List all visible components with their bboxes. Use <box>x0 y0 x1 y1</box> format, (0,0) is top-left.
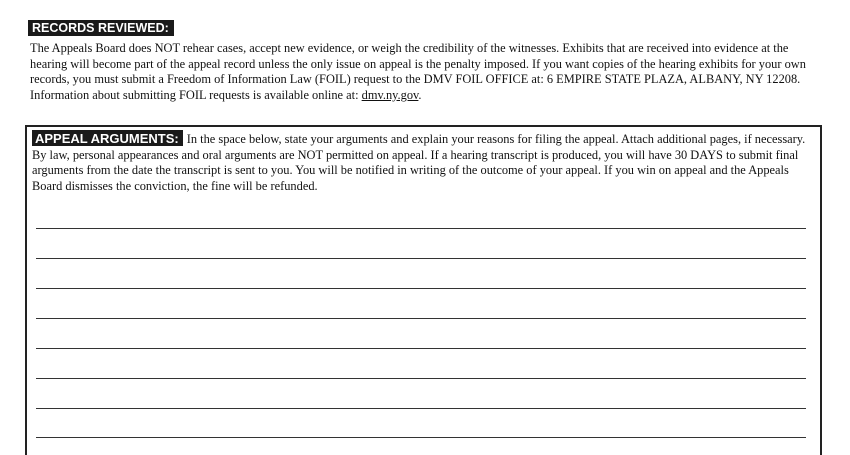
argument-line-7[interactable] <box>36 408 806 409</box>
appeal-arguments-text <box>32 130 820 194</box>
appeal-arguments-label: APPEAL ARGUMENTS: <box>32 130 183 146</box>
appeal-arguments-body: In the space below, state your arguments and explain your reasons for filing the appeal. Attach additional pages, if necessary. By law, personal appearances and oral arguments are NOT permitted on appeal. If a hearing transcript is produced, you will have 30 DAYS to submit final arguments from the date the transcript is sent to you. You will be notified in writing of the outcome of your appeal. If you win on appeal and the Appeals Board dismisses the conviction, the fine will be refunded. <box>32 132 806 193</box>
argument-line-8[interactable] <box>36 437 806 438</box>
records-reviewed-text <box>30 41 820 103</box>
argument-line-2[interactable] <box>36 258 806 259</box>
records-reviewed-tail: . <box>418 87 422 102</box>
argument-line-5[interactable] <box>36 348 806 349</box>
records-reviewed-label: RECORDS REVIEWED: <box>28 20 174 36</box>
argument-line-6[interactable] <box>36 378 806 379</box>
argument-line-4[interactable] <box>36 318 806 319</box>
dmv-website-link[interactable]: dmv.ny.gov <box>361 87 419 102</box>
argument-line-3[interactable] <box>36 288 806 289</box>
argument-line-1[interactable] <box>36 228 806 229</box>
records-reviewed-body: The Appeals Board does NOT rehear cases, accept new evidence, or weigh the credibility of the witnesses. Exhibits that are received into evidence at the hearing will become part of the appeal record unless the only issue on appeal is the penalty imposed. If you want copies of the hearing exhibits for your own records, you must submit a Freedom of Information Law (FOIL) request to the DMV FOIL OFFICE at: 6 EMPIRE STATE PLAZA, ALBANY, NY 12208. Information about submitting FOIL requests is available online at: <box>30 41 806 102</box>
